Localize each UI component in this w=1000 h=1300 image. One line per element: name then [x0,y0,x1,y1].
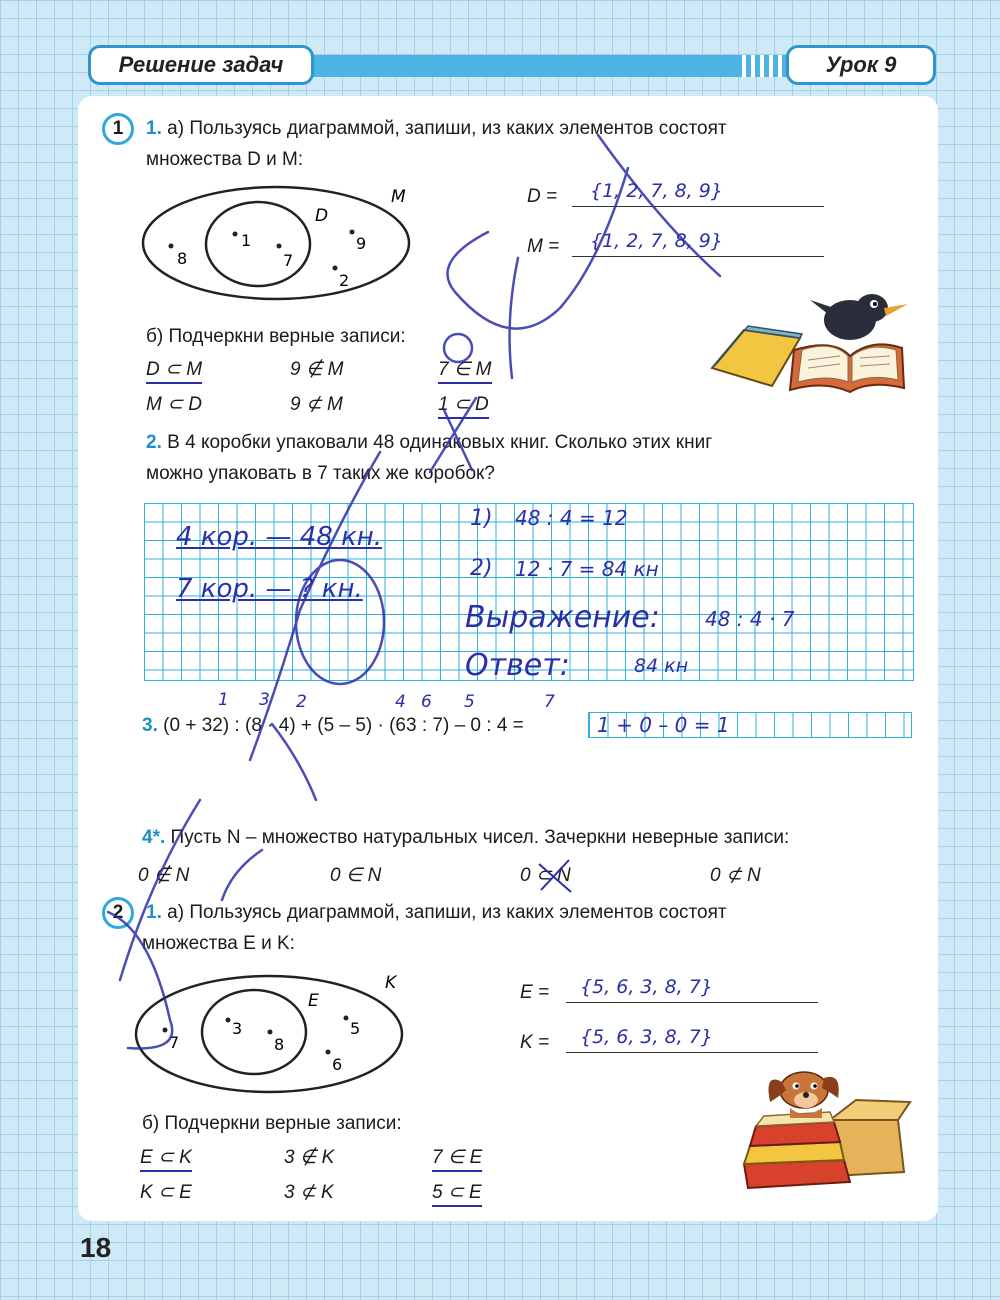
task-1-line2: множества D и M: [146,149,304,170]
task-1-text [146,113,926,144]
task-2-line2: можно упаковать в 7 таких же коробок? [146,463,495,484]
task-3-answer: 1 + 0 – 0 = 1 [597,713,730,737]
task-1-line1: а) Пользуясь диаграммой, запиши, из каких элементов состоят [167,118,727,139]
order-mark-5: 6 [421,692,432,712]
header-lesson-title: Урок 9 [786,45,936,85]
answer-e-label: E = [520,982,550,1003]
venn-diagram-ek [132,968,417,1098]
header-strip [300,55,790,77]
task-4-number: 4*. [142,827,166,848]
venn-d-label: D [315,206,329,226]
relation-0-in-n[interactable]: 0 ∈ N [330,865,382,886]
relation-3-notsubset-k[interactable]: 3 ⊄ K [284,1182,334,1203]
venn-point-3: 3 [232,1019,243,1038]
task-2-number: 2. [146,432,162,453]
venn-point-1: 1 [241,231,252,250]
relation-5-subset-e[interactable]: 5 ⊂ E [432,1181,482,1207]
order-mark-4: 4 [395,692,406,712]
task-3-expression: (0 + 32) : (8 · 4) + (5 – 5) · (63 : 7) – 0 : 4 = [163,715,524,736]
task-4-text [142,822,789,853]
relation-9-notsubset-m[interactable]: 9 ⊄ M [290,394,343,415]
venn-point-2: 2 [339,271,350,290]
section-1-badge: 1 [102,113,134,145]
venn-point-8b: 8 [274,1035,285,1054]
s2-task-1-text [146,897,916,928]
work-note-1: 4 кор. — 48 кн. [176,522,383,552]
work-step-1: 48 : 4 = 12 [515,506,628,530]
s2-task-1-number: 1. [146,902,162,923]
s2-task-1-line1: а) Пользуясь диаграммой, запиши, из каких элементов состоят [167,902,727,923]
relation-m-subset-d[interactable]: M ⊂ D [146,394,203,415]
relation-k-subset-e[interactable]: K ⊂ E [140,1182,192,1203]
relation-0-subset-n[interactable]: 0 ⊂ N [520,865,571,886]
closed-book-icon [712,326,802,386]
answer-d-label: D = [527,186,558,207]
venn-point-8: 8 [177,249,188,268]
venn-point-6: 6 [332,1055,343,1074]
answer-m-value[interactable]: {1, 2, 7, 8, 9} [572,230,824,257]
venn-point-7b: 7 [169,1033,180,1052]
page-number: 18 [80,1232,112,1263]
relation-9-notin-m[interactable]: 9 ∉ M [290,359,344,380]
header-dashes [742,55,782,77]
task-3-number: 3. [142,715,158,736]
work-answer-label: Ответ: [465,648,570,683]
crow-icon [810,294,908,340]
venn-point-9: 9 [356,234,367,253]
work-step-2-num: 2) [470,556,493,581]
task-2-text [146,427,916,458]
book-bird-illustration [704,290,910,396]
answer-k-value[interactable]: {5, 6, 3, 8, 7} [566,1026,818,1053]
work-step-1-num: 1) [470,506,493,531]
answer-d-value[interactable]: {1, 2, 7, 8, 9} [572,180,824,207]
relation-0-notsubset-n[interactable]: 0 ⊄ N [710,865,761,886]
relation-7-in-m[interactable]: 7 ∈ M [438,358,492,384]
dog-books-illustration [734,1062,912,1200]
relation-e-subset-k[interactable]: E ⊂ K [140,1146,192,1172]
header-left-title: Решение задач [88,45,314,85]
s2-task-1-part-b: б) Подчеркни верные записи: [142,1113,402,1134]
open-book-icon [790,344,904,392]
relation-d-subset-m[interactable]: D ⊂ M [146,358,202,384]
section-2-badge: 2 [102,897,134,929]
venn-e-label: E [308,991,319,1011]
work-step-2: 12 · 7 = 84 кн [515,557,659,581]
relation-3-notin-k[interactable]: 3 ∉ K [284,1147,335,1168]
stacked-books-icon [744,1112,850,1188]
answer-m-label: M = [527,236,560,257]
answer-e-value[interactable]: {5, 6, 3, 8, 7} [566,976,818,1003]
order-mark-3: 2 [296,692,307,712]
order-mark-6: 5 [464,692,475,712]
task-3-text [142,710,524,741]
venn-point-7: 7 [283,251,294,270]
order-mark-1: 1 [218,690,229,710]
relation-7-in-e[interactable]: 7 ∈ E [432,1146,482,1172]
relation-1-subset-d[interactable]: 1 ⊂ D [438,393,489,419]
work-expression: 48 : 4 · 7 [705,607,795,631]
work-expression-label: Выражение: [465,600,660,635]
s2-task-1-line2: множества E и K: [142,933,295,954]
work-note-2: 7 кор. — ? кн. [176,574,363,604]
task-1-number: 1. [146,118,162,139]
venn-diagram-dm [138,180,428,310]
strike-mark [535,856,575,896]
venn-point-5: 5 [350,1019,361,1038]
work-answer: 84 кн [634,655,689,677]
venn-m-label: M [391,187,406,207]
order-mark-2: 3 [259,690,270,710]
answer-k-label: K = [520,1032,550,1053]
relation-0-notin-n[interactable]: 0 ∉ N [138,865,190,886]
task-4-line: Пусть N – множество натуральных чисел. Зачеркни неверные записи: [170,827,790,848]
dog-icon [769,1072,839,1118]
venn-k-label: K [385,973,397,993]
order-mark-7: 7 [544,692,555,712]
task-2-line1: В 4 коробки упаковали 48 одинаковых книг. Сколько этих книг [167,432,713,453]
task-1-part-b: б) Подчеркни верные записи: [146,326,406,347]
